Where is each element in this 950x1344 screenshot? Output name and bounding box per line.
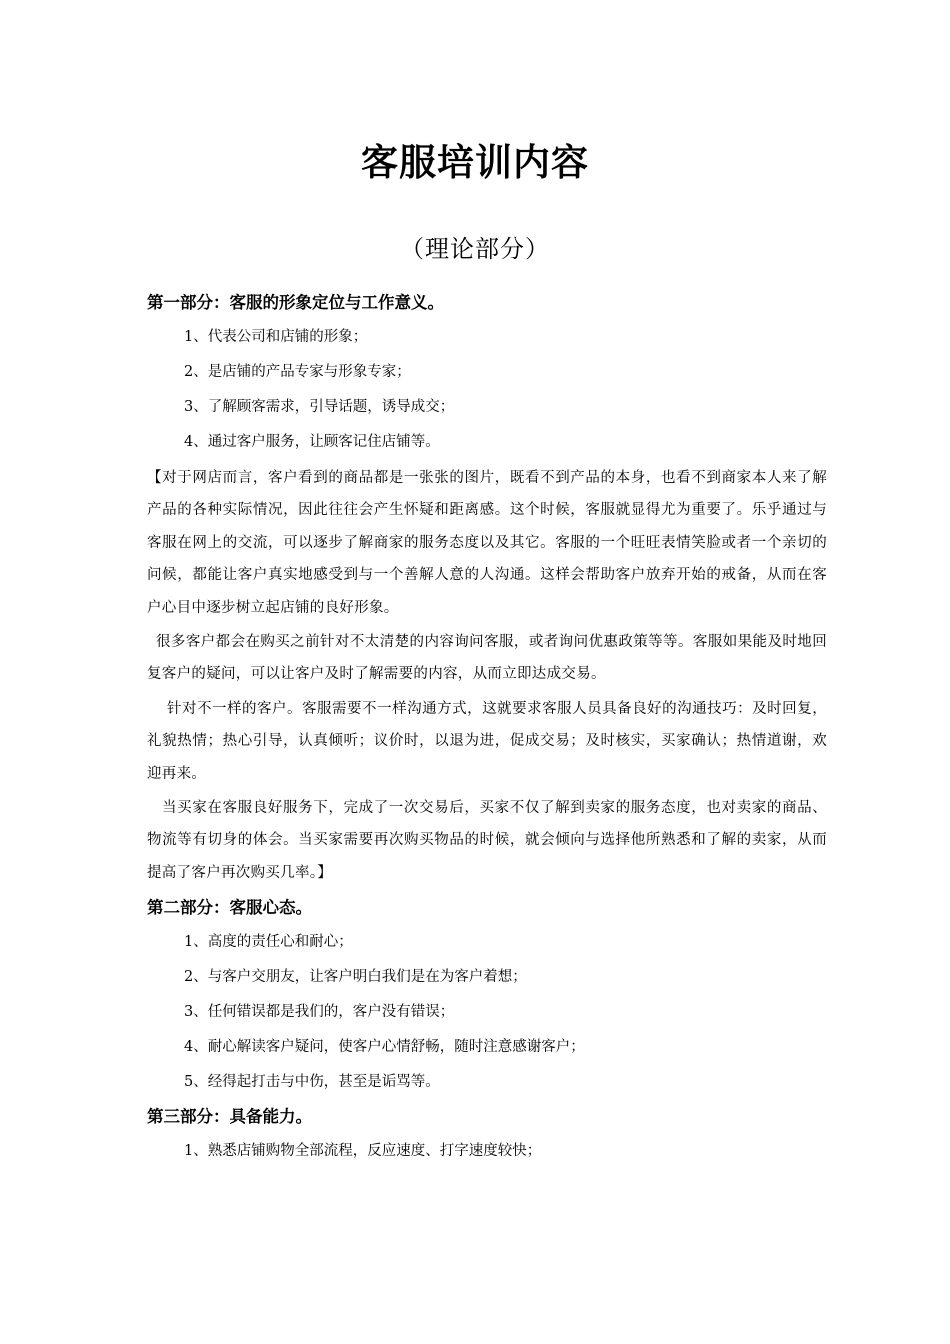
list-item: 1、熟悉店铺购物全部流程，反应速度、打字速度较快； [184, 1143, 542, 1160]
list-item: 5、经得起打击与中伤，甚至是诟骂等。 [184, 1074, 440, 1091]
list-item: 2、是店铺的产品专家与形象专家； [184, 364, 411, 380]
list-item: 2、与客户交朋友，让客户明白我们是在为客户着想； [184, 969, 527, 986]
list-item: 1、高度的责任心和耐心； [184, 934, 353, 951]
paragraph: 【对于网店而言，客户看到的商品都是一张张的图片，既看不到产品的本身，也看不到商家本人来了解产品的各种实际情况，因此往往会产生怀疑和距离感。这个时候，客服就显得尤为重要了。乐乎通过与客服在网上的交流，可以逐步了解商家的服务态度以及其它。客服的一个旺旺表情笑脸或者一个亲切的问候，都能让客户真实地感受到与一个善解人意的人沟通。这样会帮助客户放弃开始的戒备，从而在客户心目中逐步树立起店铺的良好形象。 [147, 470, 827, 616]
list-item: 3、任何错误都是我们的，客户没有错误； [184, 1004, 455, 1021]
list-item: 4、通过客户服务，让顾客记住店铺等。 [184, 434, 440, 450]
section-heading-3: 第三部分：具备能力。 [147, 1107, 312, 1127]
paragraph: 当买家在客服良好服务下，完成了一次交易后，买家不仅了解到卖家的服务态度，也对卖家的商品、物流等有切身的体会。当买家需要再次购买物品的时候，就会倾向与选择他所熟悉和了解的卖家，从而提高了客户再次购买几率。】 [147, 800, 827, 881]
paragraph: 针对不一样的客户。客服需要不一样沟通方式，这就要求客服人员具备良好的沟通技巧：及时回复，礼貌热情；热心引导，认真倾听；议价时，以退为进，促成交易；及时核实，买家确认；热情道谢，欢迎再来。 [147, 700, 827, 782]
document-body [147, 286, 827, 1169]
list-item: 4、耐心解读客户疑问，使客户心情舒畅，随时注意感谢客户； [184, 1039, 585, 1056]
section-heading-1: 第一部分：客服的形象定位与工作意义。 [147, 293, 444, 312]
list-item: 3、了解顾客需求，引导话题，诱导成交； [184, 399, 455, 415]
document-title: 客服培训内容 [361, 141, 589, 184]
paragraph: 很多客户都会在购买之前针对不太清楚的内容询问客服，或者询问优惠政策等等。客服如果能及时地回复客户的疑问，可以让客户及时了解需要的内容，从而立即达成交易。 [147, 634, 827, 683]
list-item: 1、代表公司和店铺的形象； [184, 329, 368, 345]
section-heading-2: 第二部分：客服心态。 [147, 898, 312, 918]
document-subtitle: （理论部分） [400, 235, 550, 263]
